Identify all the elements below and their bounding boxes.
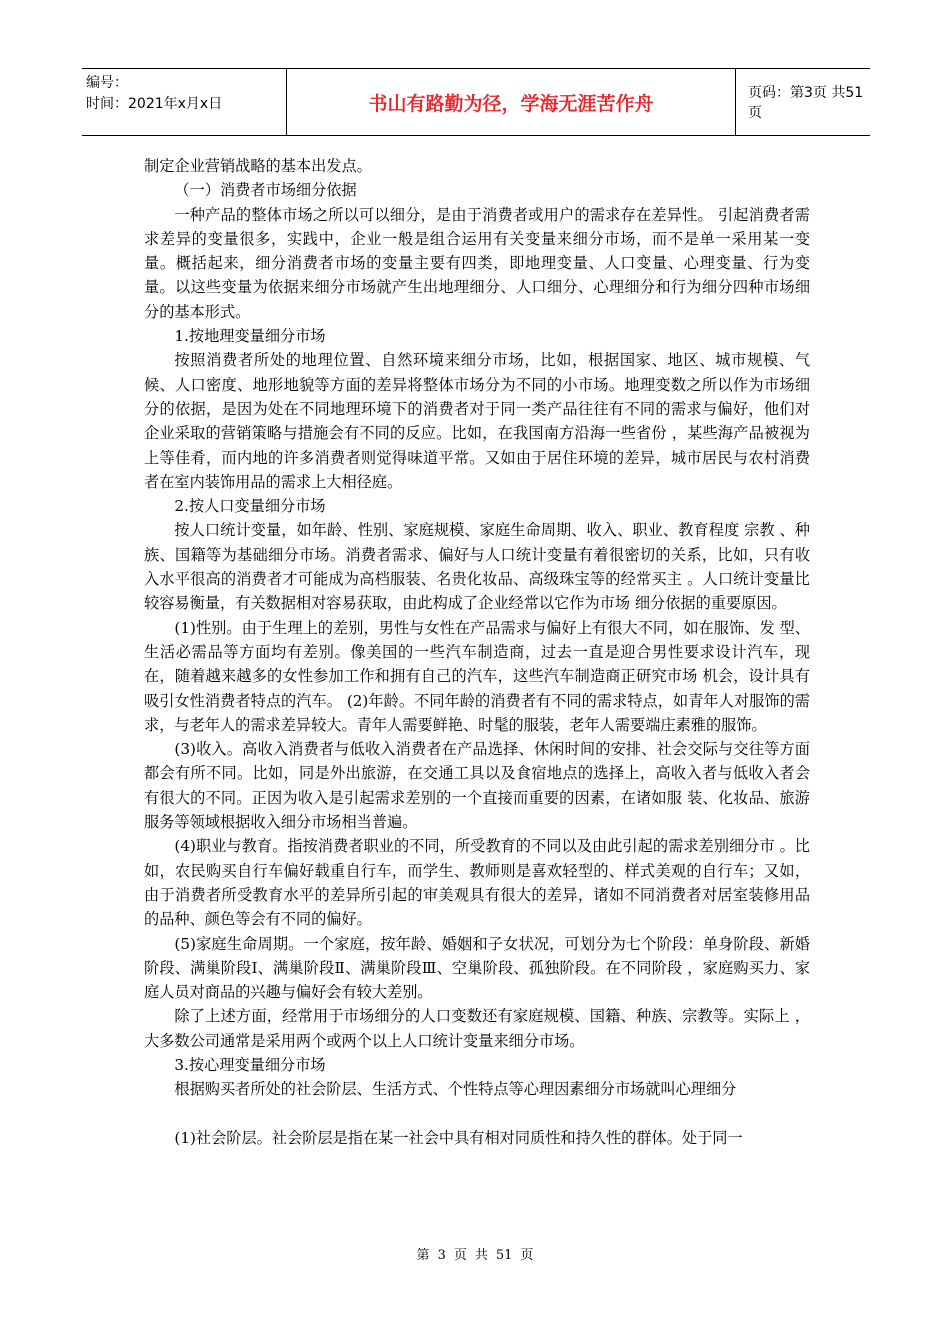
footer-di: 第	[416, 1248, 430, 1263]
header-motto: 书山有路勤为径，学海无涯苦作舟	[286, 69, 736, 135]
paragraph: (5)家庭生命周期。一个家庭，按年龄、婚姻和子女状况，可划分为七个阶段：单身阶段、新婚阶段、满巢阶段Ⅰ、满巢阶段Ⅱ、满巢阶段Ⅲ、空巢阶段、孤独阶段。在不同阶段 ，家庭购买力、家庭人员对商品的兴趣与偏好会有较大差别。	[144, 934, 810, 1002]
header-meta	[82, 69, 286, 135]
section-heading: 3.按心理变量细分市场	[174, 1055, 326, 1074]
paragraph: 根据购买者所处的社会阶层、生活方式、个性特点等心理因素细分市场就叫心理细分	[174, 1080, 737, 1099]
paragraph: 制定企业营销战略的基本出发点。	[144, 157, 372, 175]
paragraph: 按照消费者所处的地理位置、自然环境来细分市场，比如，根据国家、地区、城市规模、气候、人口密度、地形地貌等方面的差异将整体市场分为不同的小市场。地理变数之所以作为市场细分的依据，是因为处在不同地理环境下的消费者对于同一类产品往往有不同的需求与偏好，他们对企业采取的营销策略与措施会有不同的反应。比如，在我国南方沿海一些省份 ，某些海产品被视为上等佳肴，而内地的许多消费者则觉得味道平常。又如由于居住环境的差异，城市居民与农村消费者在室内装饰用品的需求上大相径庭。	[144, 351, 810, 491]
paragraph: (3)收入。高收入消费者与低收入消费者在产品选择、休闲时间的安排、社会交际与交往等方面都会有所不同。比如，同是外出旅游，在交通工具以及食宿地点的选择上，高收入者与低收入者会有很大的不同。正因为收入是引起需求差别的一个直接而重要的因素，在诸如服 装、化妆品、旅游服务等领域根据收入细分市场相当普遍。	[144, 740, 810, 832]
footer-ye: 页	[453, 1248, 467, 1263]
footer-ye-2: 页	[520, 1248, 534, 1263]
footer-total-pages: 51	[495, 1248, 513, 1263]
header-page-number: 页码：第3页 共51页	[748, 85, 864, 121]
paragraph: (1)社会阶层。社会阶层是指在某一社会中具有相对同质性和持久性的群体。处于同一	[174, 1128, 743, 1147]
page-header	[82, 68, 870, 136]
paragraph: 一种产品的整体市场之所以可以细分，是由于消费者或用户的需求存在差异性。 引起消费者需求差异的变量很多，实践中，企业一般是组合运用有关变量来细分市场，而不是单一采用某一变量。概括起来，细分消费者市场的变量主要有四类，即地理变量、人口变量、心理变量、行为变量。以这些变量为依据来细分市场就产生出地理细分、人口细分、心理细分和行为细分四种市场细分的基本形式。	[144, 205, 810, 321]
paragraph: 按人口统计变量，如年龄、性别、家庭规模、家庭生命周期、收入、职业、教育程度 宗教 、种族、国籍等为基础细分市场。消费者需求、偏好与人口统计变量有着很密切的关系，比如，只有收入水平很高的消费者才可能成为高档服装、名贵化妆品、高级珠宝等的经常买主 。人口统计变量比较容易衡量，有关数据相对容易获取，由此构成了企业经常以它作为市场 细分依据的重要原因。	[144, 521, 810, 613]
footer-gong: 共	[474, 1248, 488, 1263]
doc-number-label: 编号：	[86, 75, 128, 91]
paragraph: (1)性别。由于生理上的差别，男性与女性在产品需求与偏好上有很大不同，如在服饰、发 型、生活必需品等方面均有差别。像美国的一些汽车制造商，过去一直是迎合男性要求设计汽车，现在，随着越来越多的女性参加工作和拥有自己的汽车，这些汽车制造商正研究市场 机会，设计具有吸引女性消费者特点的汽车。 (2)年龄。不同年龄的消费者有不同的需求特点，如青年人对服饰的需求，与老年人的需求差异较大。青年人需要鲜艳、时髦的服装，老年人需要端庄素雅的服饰。	[144, 618, 810, 734]
document-body	[144, 154, 810, 1150]
doc-date-label: 时间：2021年x月x日	[86, 96, 223, 112]
paragraph: (4)职业与教育。指按消费者职业的不同，所受教育的不同以及由此引起的需求差别细分市 。比如，农民购买自行车偏好载重自行车，而学生、教师则是喜欢轻型的、样式美观的自行车；又如，由于消费者所受教育水平的差异所引起的审美观具有很大的差异，诸如不同消费者对居室装修用品的品种、颜色等会有不同的偏好。	[144, 837, 810, 929]
section-heading: 1.按地理变量细分市场	[174, 327, 326, 346]
section-heading: 2.按人口变量细分市场	[174, 497, 326, 516]
footer-current-page: 3	[437, 1248, 446, 1263]
page-footer	[0, 1244, 950, 1263]
paragraph: 除了上述方面，经常用于市场细分的人口变数还有家庭规模、国籍、种族、宗教等。实际上 ，大多数公司通常是采用两个或两个以上人口统计变量来细分市场。	[144, 1007, 810, 1050]
section-heading: （一）消费者市场细分依据	[174, 181, 357, 200]
